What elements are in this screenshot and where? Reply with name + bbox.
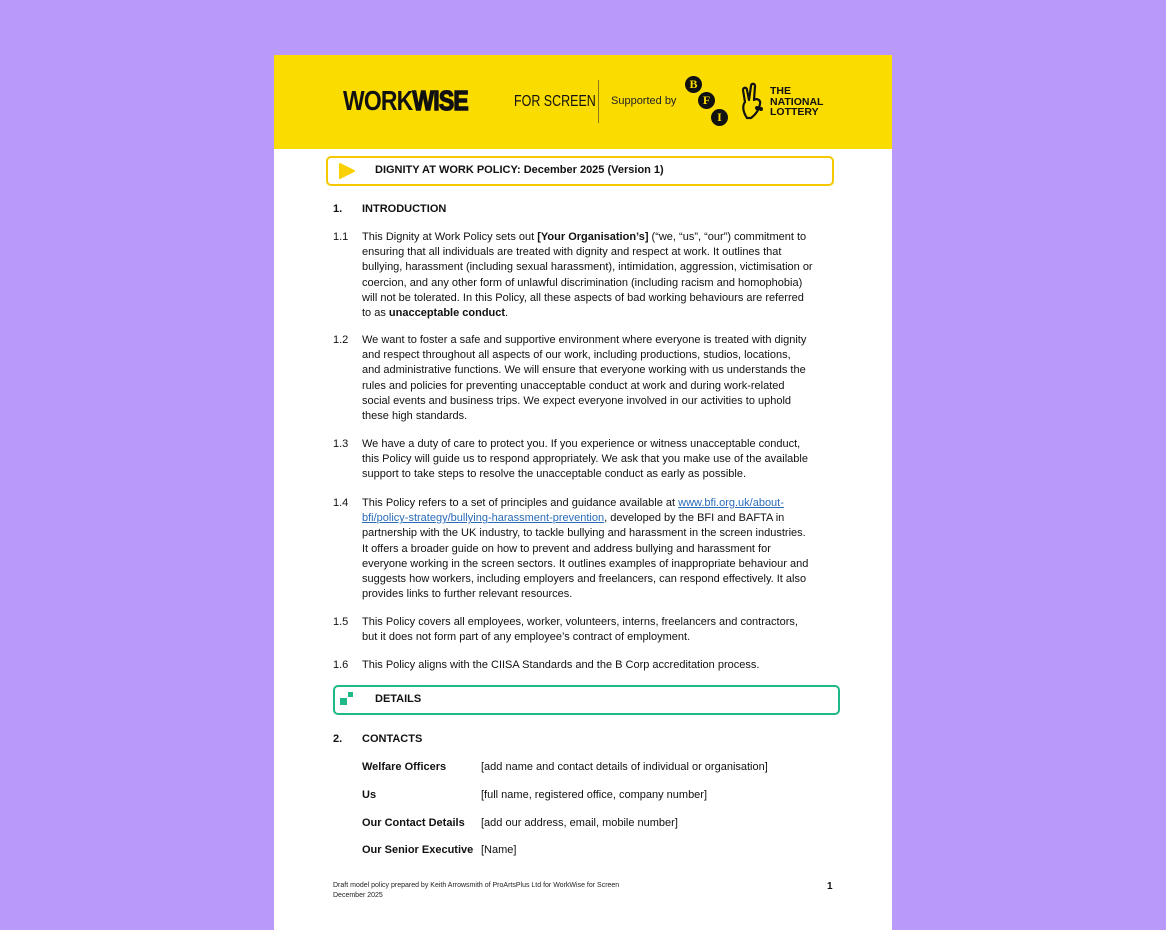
section-number: 1. xyxy=(333,203,343,215)
national-lottery-wordmark: THE NATIONAL LOTTERY xyxy=(770,85,824,118)
clause-1-6: This Policy aligns with the CIISA Standards and the B Corp accreditation process. xyxy=(362,659,760,671)
clause-number: 1.5 xyxy=(333,616,349,628)
contact-value: [full name, registered office, company number] xyxy=(481,789,708,801)
clause-number: 1.6 xyxy=(333,659,349,671)
page-footer xyxy=(333,881,619,901)
national-lottery-crossed-fingers-icon xyxy=(737,82,769,120)
bfi-guidance-link[interactable]: www.bfi.org.uk/about- xyxy=(678,497,784,509)
bfi-letter: B xyxy=(685,76,702,93)
policy-title-box xyxy=(326,156,834,186)
footer-line: December 2025 xyxy=(333,892,383,899)
bfi-logo xyxy=(685,76,731,128)
bfi-letter: I xyxy=(711,109,728,126)
details-title: DETAILS xyxy=(375,693,422,705)
workwise-logo-subtitle: FOR SCREEN xyxy=(514,93,596,110)
contact-value: [add our address, email, mobile number] xyxy=(481,817,678,829)
clause-number: 1.4 xyxy=(333,497,349,509)
workwise-logo: WORKWISE xyxy=(343,85,468,116)
clause-1-5: This Policy covers all employees, worker, volunteers, interns, freelancers and contractors, but it does not form part of any employee’s contract of employment. xyxy=(362,616,798,644)
play-arrow-icon xyxy=(338,163,356,179)
details-section-box xyxy=(333,685,840,715)
header-divider xyxy=(598,80,599,123)
section-heading-introduction: INTRODUCTION xyxy=(362,203,447,215)
contact-label: Us xyxy=(362,789,377,801)
bfi-letter: F xyxy=(698,92,715,109)
footer-line: Draft model policy prepared by Keith Arrowsmith of ProArtsPlus Ltd for WorkWise for Screen xyxy=(333,882,620,889)
clause-1-4: This Policy refers to a set of principles and guidance available at www.bfi.org.uk/about- bfi/policy-strategy/bullying-harassment-prevention, developed by the BFI and BAFTA in partnership with the UK industry, to tackle bullying and harassment in the screen industries. It offers a broader guide on how to prevent and address bullying and harassment for everyone working in the screen sectors. It outlines examples of inappropriate behaviour and suggests how workers, including employers and freelancers, can respond effectively. It also provides links to further relevant resources. xyxy=(362,497,809,601)
page-number: 1 xyxy=(827,881,833,892)
policy-title: DIGNITY AT WORK POLICY: December 2025 (Version 1) xyxy=(375,164,664,176)
bfi-guidance-link-continued[interactable]: bfi/policy-strategy/bullying-harassment-prevention xyxy=(362,512,605,525)
contact-value: [Name] xyxy=(481,844,517,856)
contact-label: Welfare Officers xyxy=(362,761,447,773)
clause-number: 1.1 xyxy=(333,231,349,243)
section-heading-contacts: CONTACTS xyxy=(362,733,423,745)
clause-number: 1.2 xyxy=(333,334,349,346)
contact-label: Our Senior Executive xyxy=(362,844,474,856)
contact-value: [add name and contact details of individual or organisation] xyxy=(481,761,768,773)
supported-by-label: Supported by xyxy=(611,95,677,107)
contact-label: Our Contact Details xyxy=(362,817,465,829)
clause-1-1: This Dignity at Work Policy sets out [Your Organisation’s] (“we, “us”, “our”) commitment to ensuring that all individuals are treated with dignity and respect at work. It outlines that bullying, harassment (including sexual harassment), intimidation, aggression, victimisation or coercion, and any other form of unlawful discrimination (including racism and homophobia) will not be tolerated. In this Policy, all these aspects of bad working behaviours are referred to as unacceptable conduct. xyxy=(362,231,813,320)
section-number: 2. xyxy=(333,733,343,745)
green-blocks-icon xyxy=(340,691,356,709)
header-banner xyxy=(274,55,892,149)
clause-number: 1.3 xyxy=(333,438,349,450)
clause-1-3: We have a duty of care to protect you. If you experience or witness unacceptable conduct, this Policy will guide us to respond appropriately. We ask that you make use of the available support to take steps to resolve the unacceptable conduct as early as possible. xyxy=(362,438,808,481)
document-page xyxy=(274,55,892,930)
clause-1-2: We want to foster a safe and supportive environment where everyone is treated with dignity and respect throughout all aspects of our work, including productions, studios, locations, and administrative functions. We will ensure that everyone working with us understands the rules and policies for preventing unacceptable conduct at work and during work-related social events and business trips. We expect everyone involved in our activities to uphold these high standards. xyxy=(362,334,807,423)
